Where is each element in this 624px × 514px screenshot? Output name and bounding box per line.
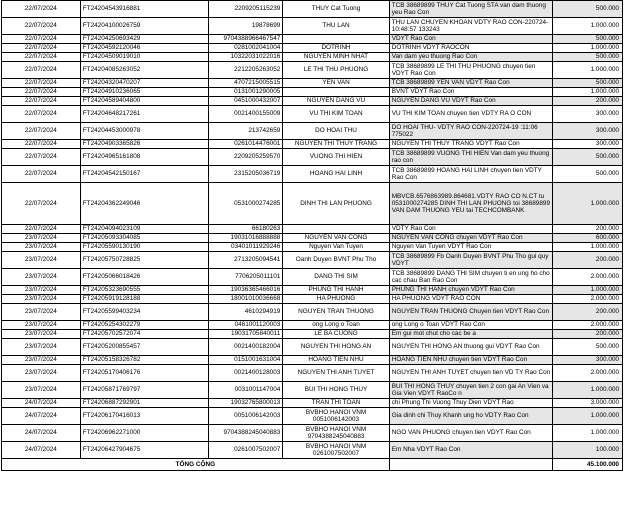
date-cell: 23/07/2024 — [2, 243, 81, 252]
date-cell: 23/07/2024 — [2, 234, 81, 243]
date-cell: 22/07/2024 — [2, 225, 81, 234]
code-cell: FT24204592120046 — [80, 44, 208, 53]
code-cell: FT24204648217261 — [80, 106, 208, 123]
code-cell: FT24205599403234 — [80, 304, 208, 321]
account-cell: 4610294919 — [208, 304, 283, 321]
amount-cell: 200.000 — [553, 252, 623, 269]
amount-cell: 1.000.000 — [553, 243, 623, 252]
date-cell: 24/07/2024 — [2, 425, 81, 442]
account-cell: 0531000274285 — [208, 183, 283, 225]
account-cell: 66180263 — [208, 225, 283, 234]
table-row — [2, 382, 623, 399]
name-cell: PHUNG THI HANH — [283, 286, 389, 295]
description-cell: NGUYEN THI THUY TRANG VDYT Rao Con — [389, 140, 553, 149]
table-row — [2, 356, 623, 365]
account-cell: 0151001631004 — [208, 356, 283, 365]
table-row — [2, 1, 623, 18]
description-cell: Em Nha VDYT Rao Con — [389, 442, 553, 459]
table-row — [2, 339, 623, 356]
name-cell — [283, 35, 389, 44]
description-cell: NGUYEN TRAN THUONG Chuyen tien VDYT Rao Con — [389, 304, 553, 321]
account-cell: 4707215005515 — [208, 79, 283, 88]
description-cell: BUI THI HONG THUY chuyen tien 2 con gai An Vien va Gia Vien VDYT RaoCo n — [389, 382, 553, 399]
amount-cell: 2.000.000 — [553, 269, 623, 286]
date-cell: 22/07/2024 — [2, 106, 81, 123]
date-cell: 24/07/2024 — [2, 442, 81, 459]
table-row — [2, 140, 623, 149]
date-cell: 24/07/2024 — [2, 408, 81, 425]
table-row — [2, 166, 623, 183]
amount-cell: 2.000.000 — [553, 321, 623, 330]
amount-cell: 1.000.000 — [553, 44, 623, 53]
date-cell: 23/07/2024 — [2, 269, 81, 286]
code-cell: FT24205200855457 — [80, 339, 208, 356]
name-cell: BVBHO HANOI VNM 0051006142003 — [283, 408, 389, 425]
code-cell: FT24206887292901 — [80, 399, 208, 408]
account-cell: 19878699 — [208, 18, 283, 35]
name-cell: NGUYEN TRAN THUONG — [283, 304, 389, 321]
description-cell: TCB 38689899 LE THI THU PHUONG chuyen tien VDYT Rao Con — [389, 62, 553, 79]
date-cell: 22/07/2024 — [2, 97, 81, 106]
date-cell: 23/07/2024 — [2, 382, 81, 399]
amount-cell: 1.000.000 — [553, 425, 623, 442]
date-cell: 22/07/2024 — [2, 44, 81, 53]
account-cell: 0131001290005 — [208, 88, 283, 97]
name-cell: DOTRINH — [283, 44, 389, 53]
name-cell: TRAN THI TOAN — [283, 399, 389, 408]
account-cell: 9704388245040883 — [208, 425, 283, 442]
table-row — [2, 149, 623, 166]
amount-cell: 1.000.000 — [553, 408, 623, 425]
amount-cell: 300.000 — [553, 140, 623, 149]
date-cell: 23/07/2024 — [2, 286, 81, 295]
date-cell: 22/07/2024 — [2, 88, 81, 97]
total-row — [2, 459, 623, 471]
description-cell: VDYT Rao Con — [389, 35, 553, 44]
description-cell: TCB 38689899 DANG THI SIM chuyen ti en ung ho cho cac chau Ban Rao Con — [389, 269, 553, 286]
amount-cell: 200.000 — [553, 97, 623, 106]
code-cell: FT24205066018426 — [80, 269, 208, 286]
account-cell: 0261007502007 — [208, 442, 283, 459]
account-cell: 19031016888888 — [208, 234, 283, 243]
name-cell — [283, 88, 389, 97]
description-cell: ong Long o Toan VDYT Rao Con — [389, 321, 553, 330]
date-cell: 23/07/2024 — [2, 252, 81, 269]
description-cell: TCB 38689899 HOANG HAI LINH chuyen tien VDTY Rao Con — [389, 166, 553, 183]
date-cell: 22/07/2024 — [2, 140, 81, 149]
table-row — [2, 365, 623, 382]
transactions-table — [1, 0, 623, 471]
account-cell: 0451000432007 — [208, 97, 283, 106]
date-cell: 22/07/2024 — [2, 53, 81, 62]
description-cell: HA PHUONG VDYT RAO CON — [389, 295, 553, 304]
date-cell: 23/07/2024 — [2, 295, 81, 304]
transactions-body — [2, 1, 623, 459]
amount-cell: 1.000.000 — [553, 62, 623, 79]
code-cell: FT24205919128188 — [80, 295, 208, 304]
table-row — [2, 442, 623, 459]
code-cell: FT24204094023109 — [80, 225, 208, 234]
table-row — [2, 225, 623, 234]
date-cell: 22/07/2024 — [2, 166, 81, 183]
date-cell: 23/07/2024 — [2, 356, 81, 365]
account-cell: 0021400128003 — [208, 365, 283, 382]
name-cell — [283, 225, 389, 234]
description-cell: TCB 38689899 YEN VAN VDYT Rao Con — [389, 79, 553, 88]
account-cell: 18001010036668 — [208, 295, 283, 304]
code-cell: FT24205158326782 — [80, 356, 208, 365]
description-cell: Nguyen Van Tuyen VDYT Rao Con — [389, 243, 553, 252]
date-cell: 22/07/2024 — [2, 123, 81, 140]
date-cell: 22/07/2024 — [2, 149, 81, 166]
table-row — [2, 252, 623, 269]
code-cell: FT24204362249046 — [80, 183, 208, 225]
description-cell: Gia dinh chi Thuy Khanh ung ho VDTY Rao Con — [389, 408, 553, 425]
description-cell: TCB 38689899 VUONG THI HIEN Van dam yeu thuong rao con — [389, 149, 553, 166]
table-row — [2, 425, 623, 442]
name-cell: HOANG HAI LINH — [283, 166, 389, 183]
code-cell: FT24206170416013 — [80, 408, 208, 425]
name-cell: Oanh Duyen BVNT Phu Tho — [283, 252, 389, 269]
name-cell: HOANG TIEN NHU — [283, 356, 389, 365]
date-cell: 23/07/2024 — [2, 321, 81, 330]
description-cell: NGUYEN THI HONG AN thuong gui VDYT Rao Con — [389, 339, 553, 356]
date-cell: 22/07/2024 — [2, 79, 81, 88]
name-cell: THUY Cat Tuong — [283, 1, 389, 18]
amount-cell: 300.000 — [553, 123, 623, 140]
account-cell: 2713205094541 — [208, 252, 283, 269]
date-cell: 22/07/2024 — [2, 183, 81, 225]
amount-cell: 1.000.000 — [553, 18, 623, 35]
account-cell: 0021400182004 — [208, 339, 283, 356]
account-cell: 0021400155009 — [208, 106, 283, 123]
table-row — [2, 269, 623, 286]
name-cell: LE THI THU PHUONG — [283, 62, 389, 79]
description-cell: BVNT VDYT Rao Con — [389, 88, 553, 97]
amount-cell: 100.000 — [553, 442, 623, 459]
table-row — [2, 44, 623, 53]
code-cell: FT24204543916881 — [80, 1, 208, 18]
table-row — [2, 304, 623, 321]
name-cell: VUONG THI HIEN — [283, 149, 389, 166]
table-row — [2, 183, 623, 225]
account-cell: 03401011929246 — [208, 243, 283, 252]
total-amount: 45.100.000 — [553, 459, 623, 471]
amount-cell: 500.000 — [553, 35, 623, 44]
table-row — [2, 79, 623, 88]
name-cell: NGUYEN DANG VU — [283, 97, 389, 106]
amount-cell: 2.000.000 — [553, 365, 623, 382]
code-cell: FT24204910236065 — [80, 88, 208, 97]
code-cell: FT24205590130190 — [80, 243, 208, 252]
account-cell: 0461001120003 — [208, 321, 283, 330]
name-cell: NGUYEN THI THUY TRANG — [283, 140, 389, 149]
account-cell: 9704388966467547 — [208, 35, 283, 44]
code-cell: FT24204453000978 — [80, 123, 208, 140]
code-cell: FT24205093304085 — [80, 234, 208, 243]
description-cell: Em gui mot chut cho cac be a — [389, 330, 553, 339]
amount-cell: 1.000.000 — [553, 382, 623, 399]
code-cell: FT24204903365826 — [80, 140, 208, 149]
amount-cell: 500.000 — [553, 53, 623, 62]
code-cell: FT24205170406176 — [80, 365, 208, 382]
account-cell: 19032765800013 — [208, 399, 283, 408]
table-row — [2, 234, 623, 243]
description-cell: PHUNG THI HANH chuyen VDYT Rao Con — [389, 286, 553, 295]
name-cell: THU LAN — [283, 18, 389, 35]
code-cell: FT24204085263052 — [80, 62, 208, 79]
code-cell: FT24206427904675 — [80, 442, 208, 459]
account-cell: 2209205115239 — [208, 1, 283, 18]
date-cell: 23/07/2024 — [2, 339, 81, 356]
account-cell: 0051006142003 — [208, 408, 283, 425]
amount-cell: 500.000 — [553, 149, 623, 166]
code-cell: FT24205254302279 — [80, 321, 208, 330]
description-cell: NGUYEN VAN CONG chuyen VDYT Rao Con — [389, 234, 553, 243]
code-cell: FT24204100026759 — [80, 18, 208, 35]
code-cell: FT24205702572074 — [80, 330, 208, 339]
table-row — [2, 321, 623, 330]
table-row — [2, 399, 623, 408]
name-cell: BVBHO HANOI VNM 0261007502007 — [283, 442, 389, 459]
account-cell: 2315205036719 — [208, 166, 283, 183]
name-cell: NGUYEN MINH NHAT — [283, 53, 389, 62]
description-cell: VU THI KIM TOAN chuyen tien VDTY RA O CON — [389, 106, 553, 123]
date-cell: 22/07/2024 — [2, 1, 81, 18]
total-label: TỔNG CỘNG — [2, 459, 390, 471]
account-cell: 10322031022016 — [208, 53, 283, 62]
description-cell: MBVCB.6576863989.864681.VDTY RAO CO N.CT tu 0531000274285 DINH THI LAN PHUONG toi 38689899 VAN DAM THUONG YEU tai TECHCOMBANK — [389, 183, 553, 225]
account-cell: 19031705840011 — [208, 330, 283, 339]
name-cell: BUI THI HONG THUY — [283, 382, 389, 399]
name-cell: NGUYEN THI HONG AN — [283, 339, 389, 356]
table-row — [2, 62, 623, 79]
account-cell: 0281002041004 — [208, 44, 283, 53]
description-cell: NGO VAN PHUONG chuyen tien VDYT Rao Con — [389, 425, 553, 442]
date-cell: 23/07/2024 — [2, 365, 81, 382]
code-cell: FT24205750728825 — [80, 252, 208, 269]
date-cell: 23/07/2024 — [2, 330, 81, 339]
name-cell: VU THI KIM TOAN — [283, 106, 389, 123]
name-cell: NGUYEN THI ANH TUYET — [283, 365, 389, 382]
amount-cell: 300.000 — [553, 106, 623, 123]
table-row — [2, 88, 623, 97]
name-cell: BVBHO HANOI VNM 9704388245040883 — [283, 425, 389, 442]
code-cell: FT24205323690555 — [80, 286, 208, 295]
description-cell: NGUYEN DANG VU VDYT Rao Con — [389, 97, 553, 106]
date-cell: 22/07/2024 — [2, 18, 81, 35]
amount-cell: 200.000 — [553, 304, 623, 321]
name-cell: Nguyen Van Tuyen — [283, 243, 389, 252]
code-cell: FT24204250693429 — [80, 35, 208, 44]
table-row — [2, 286, 623, 295]
amount-cell: 1.000.000 — [553, 183, 623, 225]
name-cell: LE BA CUONG — [283, 330, 389, 339]
amount-cell: 500.000 — [553, 339, 623, 356]
name-cell: HA PHUONG — [283, 295, 389, 304]
description-cell: TCB 38689899 Fb Oanh Duyen BVNT Phu Tho gui quy VDYT — [389, 252, 553, 269]
account-cell: 0261014476001 — [208, 140, 283, 149]
description-cell: NGUYEN THI ANH TUYET chuyen tien VD TY Rao Con — [389, 365, 553, 382]
table-row — [2, 243, 623, 252]
description-cell: DOTRINH VDYT RAOCON — [389, 44, 553, 53]
table-row — [2, 330, 623, 339]
name-cell: DANG THI SIM — [283, 269, 389, 286]
amount-cell: 1.000.000 — [553, 88, 623, 97]
table-row — [2, 18, 623, 35]
description-cell: TCB 38689899 THUY Cat Tuong STA van dam thuong yeu Rao Con — [389, 1, 553, 18]
table-row — [2, 123, 623, 140]
amount-cell: 600.000 — [553, 234, 623, 243]
account-cell: 2209205259570 — [208, 149, 283, 166]
amount-cell: 2.000.000 — [553, 295, 623, 304]
code-cell: FT24204542150167 — [80, 166, 208, 183]
account-cell: 0031001147004 — [208, 382, 283, 399]
code-cell: FT24204589404800 — [80, 97, 208, 106]
date-cell: 23/07/2024 — [2, 304, 81, 321]
amount-cell: 500.000 — [553, 1, 623, 18]
code-cell: FT24204965161808 — [80, 149, 208, 166]
date-cell: 24/07/2024 — [2, 399, 81, 408]
total-empty-cell — [389, 459, 553, 471]
description-cell: HOANG TIEN NHU chuyen tien VDYT Rao Con — [389, 356, 553, 365]
description-cell: chi Phung Thi Vuong Thuy Dien VDYT Rao — [389, 399, 553, 408]
amount-cell: 1.000.000 — [553, 286, 623, 295]
account-cell: 2212205263052 — [208, 62, 283, 79]
table-row — [2, 53, 623, 62]
code-cell: FT24206962271000 — [80, 425, 208, 442]
description-cell: DO HOAI THU- VDTY RAO CON-220724-19 :11:06 775022 — [389, 123, 553, 140]
table-row — [2, 35, 623, 44]
name-cell: YEN VAN — [283, 79, 389, 88]
account-cell: 19036365466016 — [208, 286, 283, 295]
name-cell: DO HOAI THU — [283, 123, 389, 140]
code-cell: FT24204320470207 — [80, 79, 208, 88]
amount-cell: 500.000 — [553, 79, 623, 88]
amount-cell: 200.000 — [553, 225, 623, 234]
date-cell: 22/07/2024 — [2, 35, 81, 44]
name-cell: NGUYEN VAN CONG — [283, 234, 389, 243]
code-cell: FT24205871769797 — [80, 382, 208, 399]
table-row — [2, 408, 623, 425]
amount-cell: 200.000 — [553, 330, 623, 339]
amount-cell: 500.000 — [553, 166, 623, 183]
description-cell: VDTY Rao Con — [389, 225, 553, 234]
table-row — [2, 97, 623, 106]
account-cell: 7706205011101 — [208, 269, 283, 286]
name-cell: DINH THI LAN PHUONG — [283, 183, 389, 225]
name-cell: ong Long o Toan — [283, 321, 389, 330]
table-row — [2, 106, 623, 123]
description-cell: Van dam yeu thuong Rao Con — [389, 53, 553, 62]
description-cell: THU LAN CHUYEN KHOAN VDTY RAO CON-220724-10:48:57 133243 — [389, 18, 553, 35]
amount-cell: 3.000.000 — [553, 399, 623, 408]
table-row — [2, 295, 623, 304]
code-cell: FT24204509019010 — [80, 53, 208, 62]
date-cell: 22/07/2024 — [2, 62, 81, 79]
account-cell: 213742659 — [208, 123, 283, 140]
amount-cell: 300.000 — [553, 356, 623, 365]
